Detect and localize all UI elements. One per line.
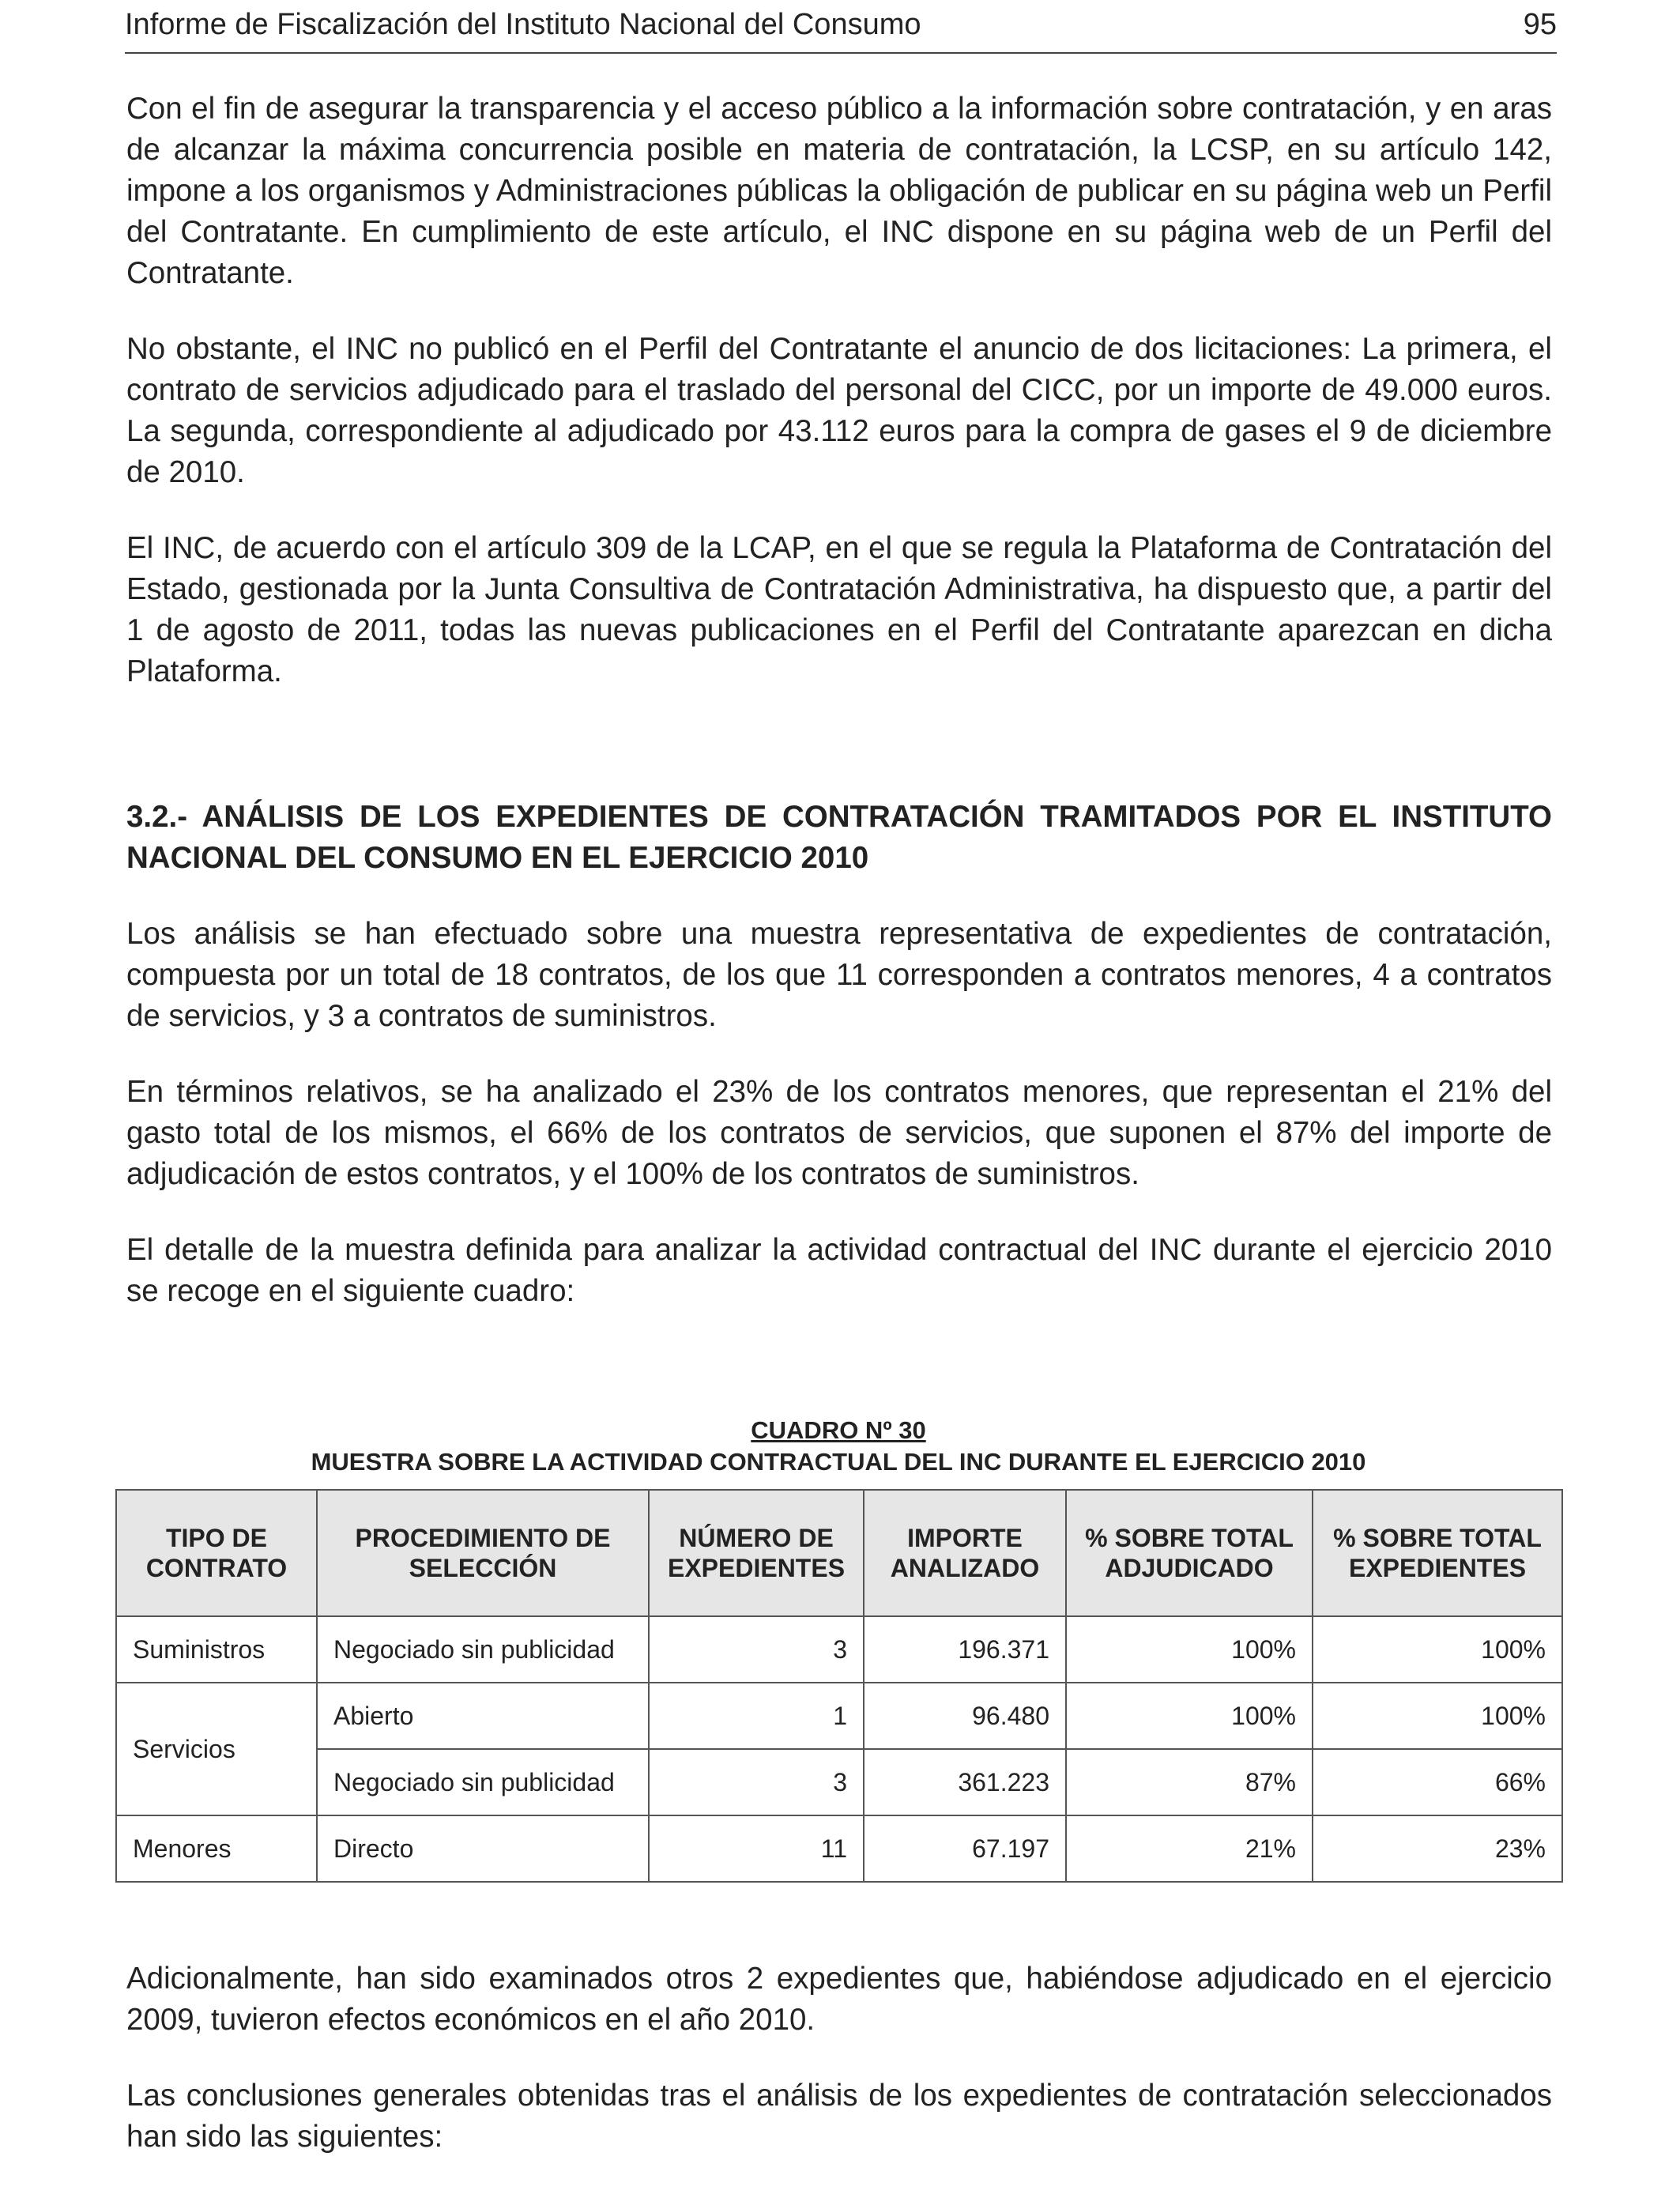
page-header: [125, 6, 1557, 54]
page-number: 95: [1523, 8, 1557, 41]
table-caption-title: MUESTRA SOBRE LA ACTIVIDAD CONTRACTUAL DEL INC DURANTE EL EJERCICIO 2010: [311, 1448, 1366, 1476]
table-row: [116, 1683, 1562, 1749]
paragraph: Las conclusiones generales obtenidas tras el análisis de los expedientes de contratación seleccionados han sido las siguientes:: [126, 2079, 1552, 2154]
header-title: Informe de Fiscalización del Instituto Nacional del Consumo: [125, 8, 921, 41]
cell-pct-expedientes: 100%: [1313, 1616, 1562, 1683]
cell-numero: 3: [649, 1616, 864, 1683]
cell-procedimiento: Negociado sin publicidad: [317, 1616, 649, 1683]
cell-pct-adjudicado: 21%: [1066, 1815, 1313, 1882]
paragraph: El INC, de acuerdo con el artículo 309 de la LCAP, en el que se regula la Plataforma de Contratación del Estado, gestionada por la Junta Consultiva de Contratación Administrativa, ha dispuesto que, a partir del 1 de agosto de 2011, todas las nuevas publicaciones en el Perfil del Contratante aparezcan en dicha Plataforma.: [126, 531, 1552, 688]
cell-pct-expedientes: 23%: [1313, 1815, 1562, 1882]
column-header: PROCEDIMIENTO DE SELECCIÓN: [317, 1490, 649, 1616]
paragraph: El detalle de la muestra definida para analizar la actividad contractual del INC durante el ejercicio 2010 se recoge en el siguiente cuadro:: [126, 1233, 1552, 1308]
table-row: [116, 1749, 1562, 1815]
cell-numero: 3: [649, 1749, 864, 1815]
cell-numero: 11: [649, 1815, 864, 1882]
table-row: [116, 1616, 1562, 1683]
cell-pct-adjudicado: 87%: [1066, 1749, 1313, 1815]
cell-pct-adjudicado: 100%: [1066, 1616, 1313, 1683]
cell-procedimiento: Directo: [317, 1815, 649, 1882]
paragraph: Con el fin de asegurar la transparencia y el acceso público a la información sobre contratación, y en aras de alcanzar la máxima concurrencia posible en materia de contratación, la LCSP, en su artículo 142, impone a los organismos y Administraciones públicas la obligación de publicar en su página web un Perfil del Contratante. En cumplimiento de este artículo, el INC dispone en su página web de un Perfil del Contratante.: [126, 92, 1552, 290]
cell-procedimiento: Negociado sin publicidad: [317, 1749, 649, 1815]
cell-importe: 96.480: [864, 1683, 1066, 1749]
cell-tipo: Menores: [116, 1815, 317, 1882]
table-caption-number: CUADRO Nº 30: [751, 1416, 926, 1444]
cell-pct-expedientes: 100%: [1313, 1683, 1562, 1749]
cell-importe: 67.197: [864, 1815, 1066, 1882]
paragraph: En términos relativos, se ha analizado el 23% de los contratos menores, que representan el 21% del gasto total de los mismos, el 66% de los contratos de servicios, que suponen el 87% del importe de adjudicación de estos contratos, y el 100% de los contratos de suministros.: [126, 1075, 1552, 1191]
column-header: IMPORTE ANALIZADO: [864, 1490, 1066, 1616]
column-header: TIPO DE CONTRATO: [116, 1490, 317, 1616]
paragraph: No obstante, el INC no publicó en el Perfil del Contratante el anuncio de dos licitaciones: La primera, el contrato de servicios adjudicado para el traslado del personal del CICC, por un importe de 49.000 euros. La segunda, correspondiente al adjudicado por 43.112 euros para la compra de gases el 9 de diciembre de 2010.: [126, 332, 1552, 489]
table-row: [116, 1815, 1562, 1882]
cell-importe: 361.223: [864, 1749, 1066, 1815]
cell-procedimiento: Abierto: [317, 1683, 649, 1749]
closing-text: [126, 1958, 1552, 2158]
cell-tipo: Servicios: [116, 1683, 317, 1815]
cell-importe: 196.371: [864, 1616, 1066, 1683]
cell-pct-adjudicado: 100%: [1066, 1683, 1313, 1749]
paragraph: Los análisis se han efectuado sobre una muestra representativa de expedientes de contratación, compuesta por un total de 18 contratos, de los que 11 corresponden a contratos menores, 4 a contratos de servicios, y 3 a contratos de suministros.: [126, 917, 1552, 1033]
table-header-row: [116, 1490, 1562, 1616]
column-header: NÚMERO DE EXPEDIENTES: [649, 1490, 864, 1616]
cell-tipo: Suministros: [116, 1616, 317, 1683]
table-section: [115, 1415, 1561, 1883]
body-text: [126, 89, 1552, 1312]
paragraph: Adicionalmente, han sido examinados otros 2 expedientes que, habiéndose adjudicado en el ejercicio 2009, tuvieron efectos económicos en el año 2010.: [126, 1962, 1552, 2037]
column-header: % SOBRE TOTAL ADJUDICADO: [1066, 1490, 1313, 1616]
section-heading: 3.2.- ANÁLISIS DE LOS EXPEDIENTES DE CONTRATACIÓN TRAMITADOS POR EL INSTITUTO NACIONAL DEL CONSUMO EN EL EJERCICIO 2010: [126, 800, 1552, 875]
cell-pct-expedientes: 66%: [1313, 1749, 1562, 1815]
cell-numero: 1: [649, 1683, 864, 1749]
column-header: % SOBRE TOTAL EXPEDIENTES: [1313, 1490, 1562, 1616]
sample-table: [115, 1489, 1563, 1883]
